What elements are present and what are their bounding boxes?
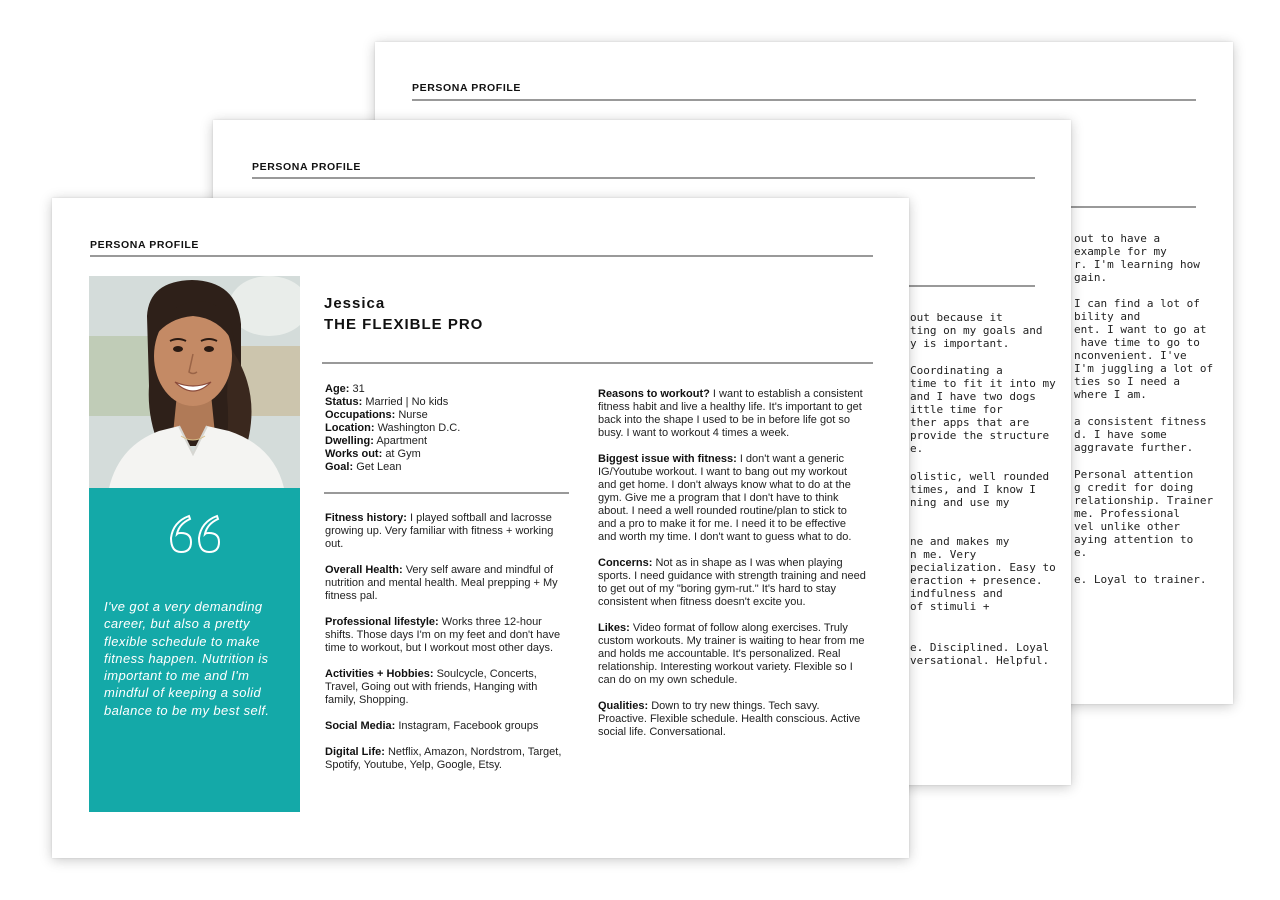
text-fragment: Personal attention g credit for doing relationship. Trainer me. Professional vel unlike other aying attention to e.	[1074, 468, 1214, 559]
section-professional-lifestyle: Professional lifestyle: Works three 12-hour shifts. Those days I'm on my feet and don't have time to workout, but I workout most other days.	[325, 616, 561, 654]
persona-profile-heading: PERSONA PROFILE	[252, 161, 361, 173]
facts-divider	[324, 492, 569, 494]
text-fragment: olistic, well rounded times, and I know I ning and use my	[910, 470, 1050, 509]
portrait-photo	[89, 276, 300, 488]
right-column	[598, 388, 866, 752]
persona-name: Jessica	[324, 295, 386, 312]
text-fragment: e. Loyal to trainer.	[1074, 573, 1207, 586]
section-overall-health: Overall Health: Very self aware and mindful of nutrition and mental health. Meal prepping + My fitness pal.	[325, 564, 558, 602]
text-fragment: ne and makes my n me. Very pecialization. Easy to eraction + presence. indfulness and of stimuli +	[910, 535, 1056, 613]
section-activities-hobbies: Activities + Hobbies: Soulcycle, Concerts, Travel, Going out with friends, Hanging with family, Shopping.	[325, 668, 538, 706]
text-fragment: a consistent fitness d. I have some aggravate further.	[1074, 415, 1207, 454]
text-fragment: Coordinating a time to fit it into my and I have two dogs ittle time for ther apps that are provide the structure e.	[910, 364, 1056, 455]
heading-divider	[90, 255, 873, 257]
fact-row: Works out: at Gym	[325, 448, 421, 460]
persona-archetype: THE FLEXIBLE PRO	[324, 316, 484, 333]
fact-row: Age: 31	[325, 383, 365, 395]
section-digital-life: Digital Life: Netflix, Amazon, Nordstrom, Target, Spotify, Youtube, Yelp, Google, Etsy.	[325, 746, 562, 771]
section-divider	[909, 285, 1035, 287]
text-fragment: I can find a lot of bility and ent. I want to go at have time to go to nconvenient. I've I'm juggling a lot of ties so I need a where I am.	[1074, 297, 1214, 401]
section-likes: Likes: Video format of follow along exercises. Truly custom workouts. My trainer is waiting to hear from me and holds me accountable. It's personalized. Real relationship. Interesting workout variety. Flexible so I can do on my own schedule.	[598, 622, 865, 686]
fact-row: Location: Washington D.C.	[325, 422, 461, 434]
fact-row: Status: Married | No kids	[325, 396, 449, 408]
persona-profile-heading: PERSONA PROFILE	[412, 82, 521, 94]
section-reasons-to-workout: Reasons to workout? I want to establish a consistent fitness habit and live a healthy life. It's important to get back into the shape I used to be in before life got so busy. I want to workout 4 times a week.	[598, 388, 863, 439]
section-social-media: Social Media: Instagram, Facebook groups	[325, 720, 539, 732]
fact-row: Occupations: Nurse	[325, 409, 428, 421]
name-divider	[322, 362, 873, 364]
quote-icon	[167, 512, 223, 556]
persona-facts	[325, 383, 565, 474]
section-fitness-history: Fitness history: I played softball and lacrosse growing up. Very familiar with fitness + working out.	[325, 512, 554, 550]
text-fragment: out because it ting on my goals and y is important.	[910, 311, 1043, 350]
text-fragment: out to have a example for my r. I'm learning how gain.	[1074, 232, 1200, 284]
heading-divider	[252, 177, 1035, 179]
persona-quote: I've got a very demanding career, but also a pretty flexible schedule to make fitness happen. Nutrition is important to me and I'm mindful of keeping a solid balance to be my best self.	[104, 599, 270, 718]
quote-panel	[89, 488, 300, 812]
section-concerns: Concerns: Not as in shape as I was when playing sports. I need guidance with strength training and need to get out of my "boring gym-rut." It's hard to stay consistent when fitness doesn't excite you.	[598, 557, 866, 608]
left-column	[325, 512, 563, 785]
text-fragment: e. Disciplined. Loyal versational. Helpful.	[910, 641, 1050, 667]
section-divider	[1070, 206, 1196, 208]
fact-row: Dwelling: Apartment	[325, 435, 428, 447]
heading-divider	[412, 99, 1196, 101]
section-biggest-issue: Biggest issue with fitness: I don't want a generic IG/Youtube workout. I want to bang out my workout and get home. I don't always know what to do at the gym. Give me a program that I don't have to think about. I need a well rounded routine/plan to stick to and a pro to make it for me. I need it to be effective and worth my time. I don't want to guess what to do.	[598, 453, 852, 543]
fact-row: Goal: Get Lean	[325, 461, 402, 473]
persona-card-front	[52, 198, 909, 858]
section-qualities: Qualities: Down to try new things. Tech savy. Proactive. Flexible schedule. Health conscious. Active social life. Conversational.	[598, 700, 861, 738]
persona-profile-heading: PERSONA PROFILE	[90, 239, 199, 251]
